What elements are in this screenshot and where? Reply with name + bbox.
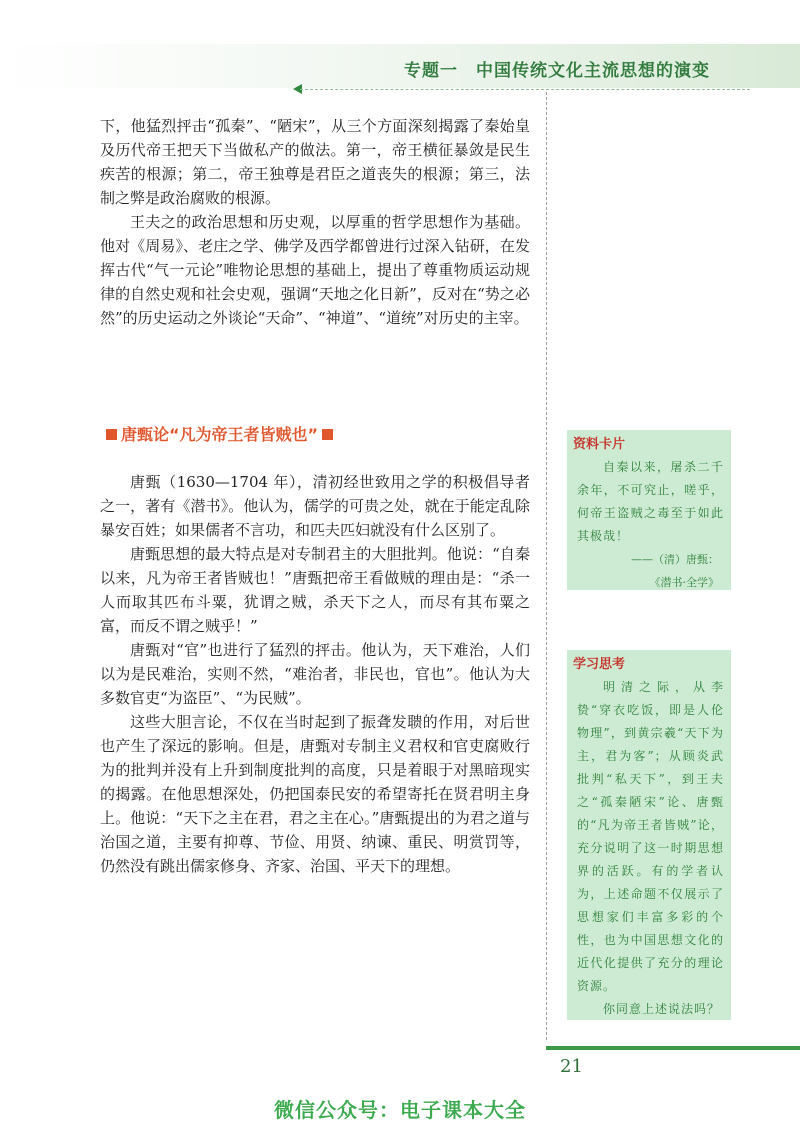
paragraph: 唐甄（1630—1704 年），清初经世致用之学的积极倡导者之一，著有《潜书》。他认为，儒学的可贵之处，就在于能定乱除暴安百姓；如果儒者不言功，和匹夫匹妇就没有什么区别了。 [100, 473, 530, 539]
card-title: 学习思考 [573, 657, 626, 672]
paragraph: 下，他猛烈抨击“孤秦”、“陋宋”，从三个方面深刻揭露了秦始皇及历代帝王把天下当做私产的做法。第一，帝王横征暴敛是民生疾苦的根源；第二，帝王独尊是君臣之道丧失的根源；第三，法制之弊是政治腐败的根源。 [100, 117, 530, 207]
section-heading [102, 422, 337, 445]
square-bullet-icon [106, 429, 117, 440]
watermark-text: 微信公众号：电子课本大全 [274, 1098, 526, 1122]
square-bullet-icon [322, 429, 333, 440]
page-number: 21 [560, 1056, 583, 1077]
footer-bar [546, 1046, 800, 1050]
paragraph: 王夫之的政治思想和历史观，以厚重的哲学思想作为基础。他对《周易》、老庄之学、佛学及西学都曾进行过深入钻研，在发挥古代“气一元论”唯物论思想的基础上，提出了尊重物质运动规律的自然史观和社会史观，强调“天地之化日新”，反对在“势之必然”的历史运动之外谈论“天命”、“神道”、“道统”对历史的主宰。 [100, 213, 530, 327]
card-source: 《潜书·全学》 [649, 576, 719, 589]
main-text [100, 114, 530, 330]
chapter-title: 专题一 中国传统文化主流思想的演变 [404, 61, 710, 81]
paragraph: 这些大胆言论，不仅在当时起到了振聋发聩的作用，对后世也产生了深远的影响。但是，唐甄对专制主义君权和官吏腐败行为的批判并没有上升到制度批判的高度，只是着眼于对黑暗现实的揭露。在他思想深处，仍把国泰民安的希望寄托在贤君明主身上。他说：“天下之主在君，君之主在心。”唐甄提出的为君之道与治国之道，主要有抑尊、节俭、用贤、纳谏、重民、明赏罚等，仍然没有跳出儒家修身、齐家、治国、平天下的理想。 [100, 713, 530, 875]
card-quote: 自秦以来，屠杀二千余年，不可究止，嗟乎，何帝王盗贼之毒至于如此其极哉！ [577, 460, 724, 543]
column-divider [546, 92, 547, 1040]
card-title: 资料卡片 [573, 437, 626, 452]
card-question: 你同意上述说法吗？ [603, 1002, 721, 1016]
paragraph: 唐甄思想的最大特点是对专制君主的大胆批判。他说：“自秦以来，凡为帝王者皆贼也！”唐甄把帝王看做贼的理由是：“杀一人而取其匹布斗粟，犹谓之贼，杀天下之人，而尽有其布粟之富，而反不谓之贼乎！” [100, 545, 530, 635]
material-card [567, 430, 731, 590]
paragraph: 唐甄对“官”也进行了猛烈的抨击。他认为，天下难治，人们以为是民难治，实则不然，“难治者，非民也，官也”。他认为大多数官吏“为盗臣”、“为民贼”。 [100, 641, 530, 707]
card-text: 明清之际，从李贽“穿衣吃饭，即是人伦物理”，到黄宗羲“天下为主，君为客”；从顾炎武批判“私天下”，到王夫之“孤秦陋宋”论、唐甄的“凡为帝王者皆贼”论，充分说明了这一时期思想界的活跃。有的学者认为，上述命题不仅展示了思想家们丰富多彩的个性，也为中国思想文化的近代化提供了充分的理论资源。 [577, 680, 724, 993]
section-title-text: 唐甄论“凡为帝王者皆贼也” [121, 425, 319, 444]
section-body [100, 470, 530, 878]
card-author: ——（清）唐甄： [631, 553, 719, 566]
header-divider [300, 89, 750, 90]
thinking-card [567, 650, 731, 1020]
